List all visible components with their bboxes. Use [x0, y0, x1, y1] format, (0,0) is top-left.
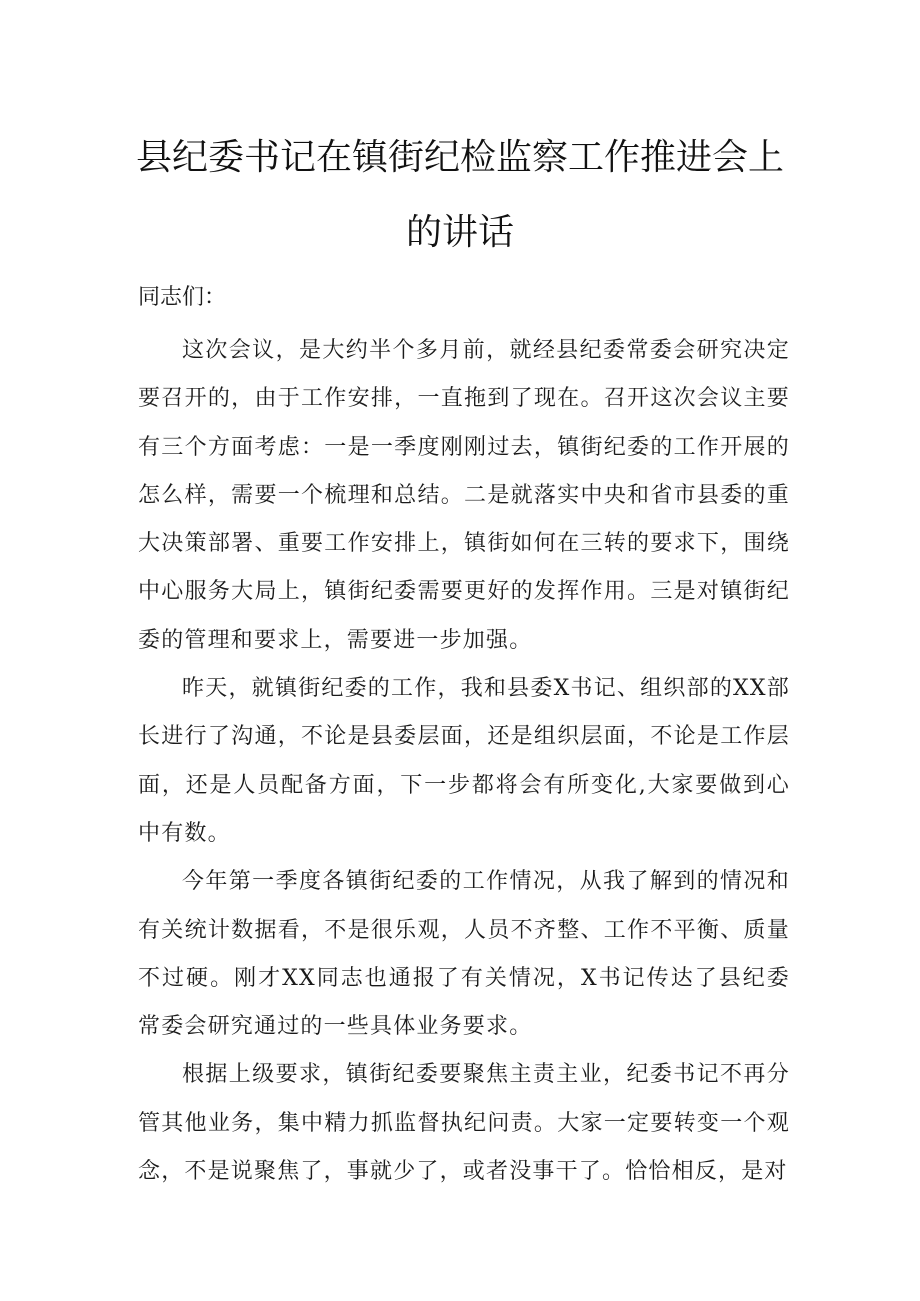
paragraph-2: 昨天，就镇街纪委的工作，我和县委X书记、组织部的XX部长进行了沟通，不论是县委层面，还是组织层面，不论是工作层面，还是人员配备方面，下一步都将会有所变化,大家要做到心中有数。: [138, 676, 790, 846]
salutation: 同志们：: [138, 285, 227, 310]
paragraph-1: 这次会议，是大约半个多月前，就经县纪委常委会研究决定要召开的，由于工作安排，一直拖到了现在。召开这次会议主要有三个方面考虑：一是一季度刚刚过去，镇街纪委的工作开展的怎么样，需要一个梳理和总结。二是就落实中央和省市县委的重大决策部署、重要工作安排上，镇街如何在三转的要求下，围绕中心服务大局上，镇街纪委需要更好的发挥作用。三是对镇街纪委的管理和要求上，需要进一步加强。: [138, 338, 790, 653]
paragraph-3: 今年第一季度各镇街纪委的工作情况，从我了解到的情况和有关统计数据看，不是很乐观，人员不齐整、工作不平衡、质量不过硬。刚才XX同志也通报了有关情况，X书记传达了县纪委常委会研究通过的一些具体业务要求。: [138, 869, 790, 1040]
document-title-line-2: 的讲话: [405, 212, 514, 253]
document-title-line-1: 县纪委书记在镇街纪检监察工作推进会上: [135, 137, 784, 178]
paragraph-4: 根据上级要求，镇街纪委要聚焦主责主业，纪委书记不再分管其他业务，集中精力抓监督执纪问责。大家一定要转变一个观念，不是说聚焦了，事就少了，或者没事干了。恰恰相反，是对: [138, 1062, 790, 1185]
document-body: [138, 327, 790, 1196]
